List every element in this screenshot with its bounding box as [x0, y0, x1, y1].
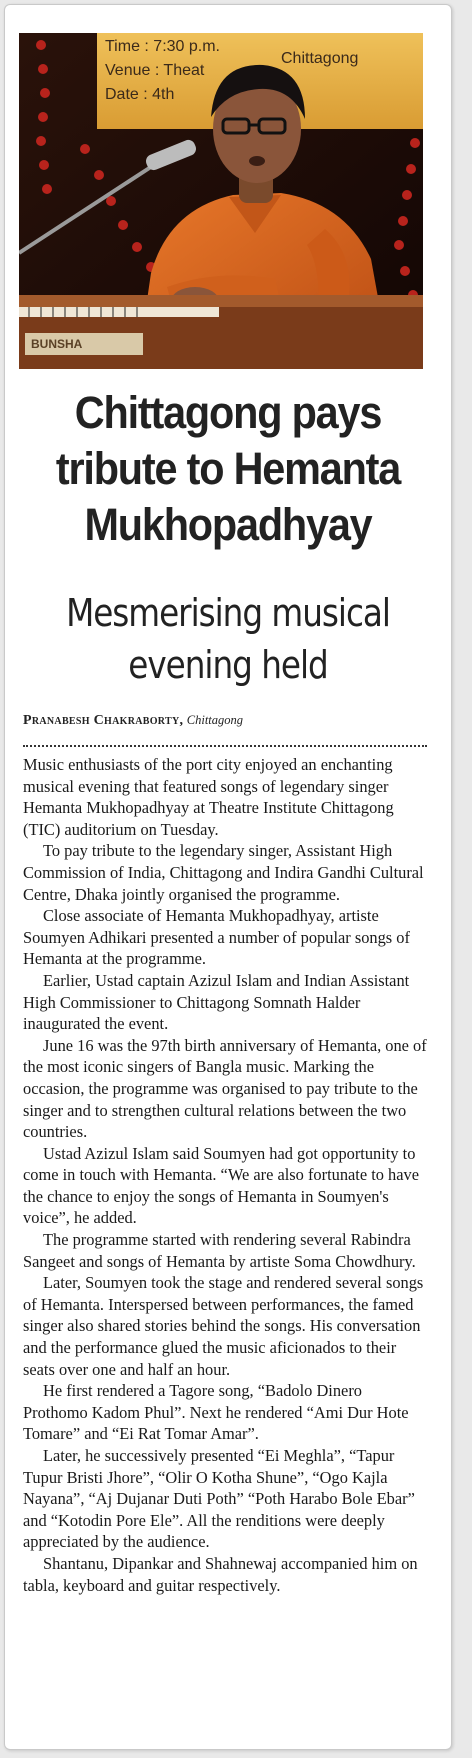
article-headline: [23, 385, 433, 553]
paragraph: Earlier, Ustad captain Azizul Islam and Indian Assistant High Commissioner to Chittagong Somnath Halder inaugurated the event.: [23, 970, 410, 1034]
headline-line: Chittagong pays: [74, 387, 382, 438]
paragraph: June 16 was the 97th birth anniversary of Hemanta, one of the most iconic singers of Bangla music. Marking the occasion, the programme was organised to pay tribute to the singer and to strengthen cultural relations between the two countries.: [23, 1035, 427, 1142]
paragraph: Shantanu, Dipankar and Shahnewaj accompanied him on tabla, keyboard and guitar respectively.: [23, 1553, 418, 1595]
paragraph: Close associate of Hemanta Mukhopadhyay, artiste Soumyen Adhikari presented a number of popular songs of Hemanta at the programme.: [23, 906, 410, 969]
headline-line: Mukhopadhyay: [84, 499, 372, 550]
subhead-line: Mesmerising musical: [66, 591, 390, 635]
banner-line-date: Date : 4th: [105, 86, 175, 103]
banner-line-venue: Venue : Theat: [105, 62, 205, 79]
article-body: [23, 754, 427, 1596]
singer-performing-image: [19, 33, 423, 369]
harmonium-label: BUNSHA: [31, 337, 83, 351]
subhead-line: evening held: [128, 643, 328, 687]
paragraph: Music enthusiasts of the port city enjoyed an enchanting musical evening that featured songs of legendary singer Hemanta Mukhopadhyay at Theatre Institute Chittagong (TIC) auditorium on Tuesday.: [23, 755, 394, 839]
paragraph: Later, he successively presented “Ei Meghla”, “Tapur Tupur Bristi Jhore”, “Olir O Kotha Shune”, “Ogo Kajla Nayana”, “Aj Dujanar Duti Poth” “Poth Harabo Bole Ebar” and “Kotodin Pore Ele”. All the renditions were deeply appreciated by the audience.: [23, 1446, 415, 1552]
article-subheadline: [36, 587, 420, 691]
paragraph: Ustad Azizul Islam said Soumyen had got opportunity to come in touch with Hemanta. “We are also fortunate to have the chance to enjoy the songs of Hemanta in Soumyen's voice”, he added.: [23, 1143, 419, 1228]
banner-line-time: Time : 7:30 p.m.: [105, 38, 220, 55]
paragraph: The programme started with rendering several Rabindra Sangeet and songs of Hemanta by artiste Soma Chowdhury.: [23, 1230, 416, 1271]
article-photo: [19, 33, 423, 369]
paragraph: He first rendered a Tagore song, “Badolo Dinero Prothomo Kadom Phul”. Next he rendered “Ami Dur Hote Tomare” and “Ei Rat Tomar Amar”.: [23, 1381, 409, 1444]
newspaper-clipping: [4, 4, 452, 1750]
paragraph: Later, Soumyen took the stage and rendered several songs of Hemanta. Interspersed between performances, the famed singer also shared stories behind the songs. His conversation and the performance glued the music aficionados to their seats over one and half an hour.: [23, 1273, 424, 1379]
dotted-divider: [23, 745, 427, 747]
headline-line: tribute to Hemanta: [55, 443, 401, 494]
paragraph: To pay tribute to the legendary singer, Assistant High Commission of India, Chittagong and Indira Gandhi Cultural Centre, Dhaka jointly organised the programme.: [23, 841, 424, 904]
byline: [23, 713, 423, 729]
byline-author: Pranabesh Chakraborty,: [23, 713, 184, 728]
byline-location: Chittagong: [186, 713, 244, 727]
banner-city: Chittagong: [281, 50, 359, 67]
